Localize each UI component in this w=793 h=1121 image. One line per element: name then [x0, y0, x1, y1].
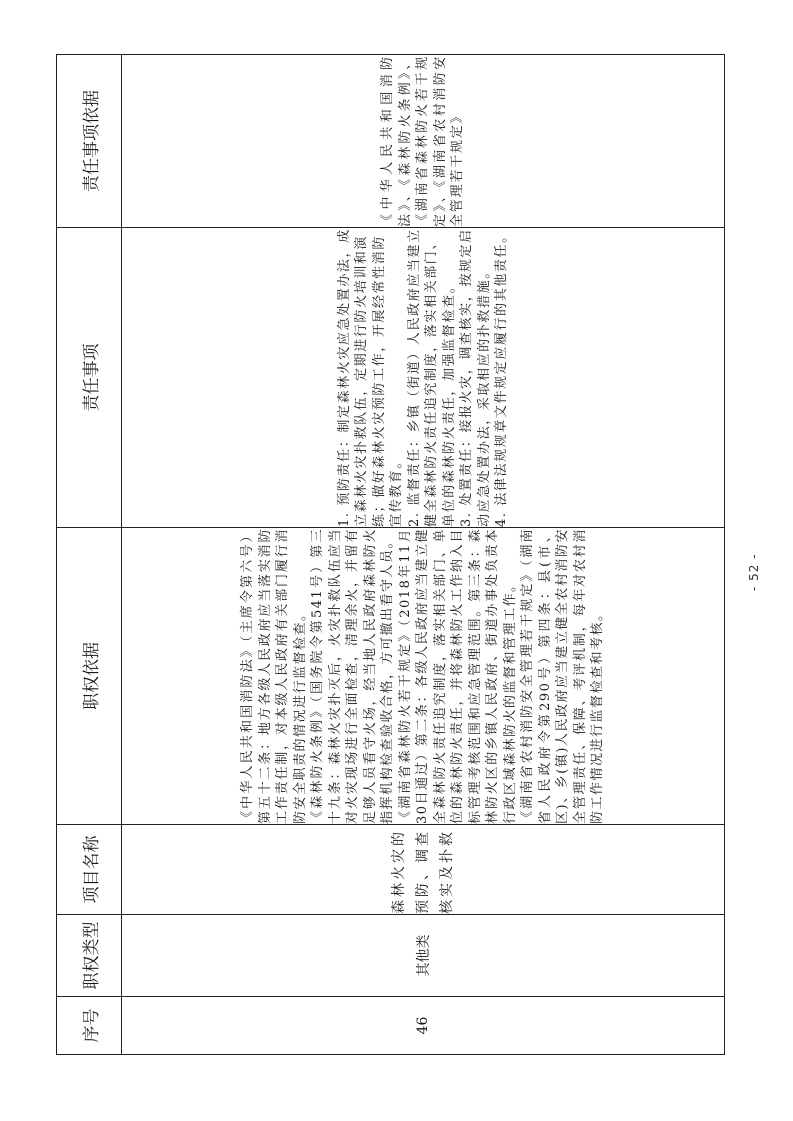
basis-paragraph: 《中华人民共和国消防法》（主席令第六号）第五十二条：地方各级人民政府应当落实消防工作责任制，对本级人民政府有关部门履行消防安全职责的情况进行监督检查。	[240, 528, 308, 824]
cell-duty	[122, 228, 725, 528]
duty-item: 2. 监督责任：乡镇（街道）人民政府应当建立健全森林防火责任追究制度，落实相关部门、单位的森林防火责任，加强监督检查。	[406, 228, 457, 527]
basis-paragraph: 《森林防火条例》（国务院令第541号）第三十九条：森林火灾扑灭后，火灾扑救队伍应当对火灾现场进行全面检查，清理余火，并留有足够人员看守火场，经当地人民政府森林防火指挥机构检查验收合格，方可撤出看守人员。	[310, 528, 396, 824]
authority-table	[56, 54, 725, 1055]
cell-ref: 《中华人民共和国消防法》、《森林防火条例》、《湖南省森林防火若干规定》、《湖南省农村消防安全管理若干规定》	[122, 55, 725, 228]
header-no: 序号	[57, 997, 122, 1055]
header-type: 职权类型	[57, 915, 122, 997]
header-duty: 责任事项	[57, 228, 122, 528]
table-row	[122, 55, 725, 1055]
header-basis: 职权依据	[57, 528, 122, 825]
header-name: 项目名称	[57, 825, 122, 915]
duty-item: 3. 处置责任：接报火灾，调查核实，按规定启动应急处置办法，采取相应的扑救措施。	[459, 228, 492, 527]
basis-paragraph: 《湖南省农村消防安全管理若干规定》（湖南省人民政府令第290号）第四条：县(市、区)、乡(镇)人民政府应当建立健全农村消防安全管理责任、保障、考评机制，每年对农村消防工作情况进行监督检查和考核。	[520, 528, 606, 824]
duty-item: 1. 预防责任：制定森林火灾应急处置办法，成立森林火灾扑救队伍，定期进行防火培训和演练；做好森林火灾预防工作，开展经常性消防宣传教育。	[336, 228, 404, 527]
cell-basis	[122, 528, 725, 825]
page-number: - 52 -	[747, 553, 761, 591]
header-row	[57, 55, 122, 1055]
basis-paragraph: 《湖南省森林防火若干规定》（2018年11月30日通过）第二条：各级人民政府应当建立健全森林防火责任追究制度，落实相关部门、单位的森林防火责任，并将森林防火工作纳入目标管理考核范围和应急管理范围。第三条：森林防火区的乡镇人民政府、街道办事处负责本行政区域森林防火的监督和管理工作。	[397, 528, 518, 824]
cell-no: 46	[122, 997, 725, 1055]
cell-name: 森林火灾的预防、调查核实及扑救	[122, 825, 725, 915]
duty-item: 4. 法律法规规章文件规定应履行的其他责任。	[494, 228, 509, 527]
header-ref: 责任事项依据	[57, 55, 122, 228]
cell-type: 其他类	[122, 915, 725, 997]
